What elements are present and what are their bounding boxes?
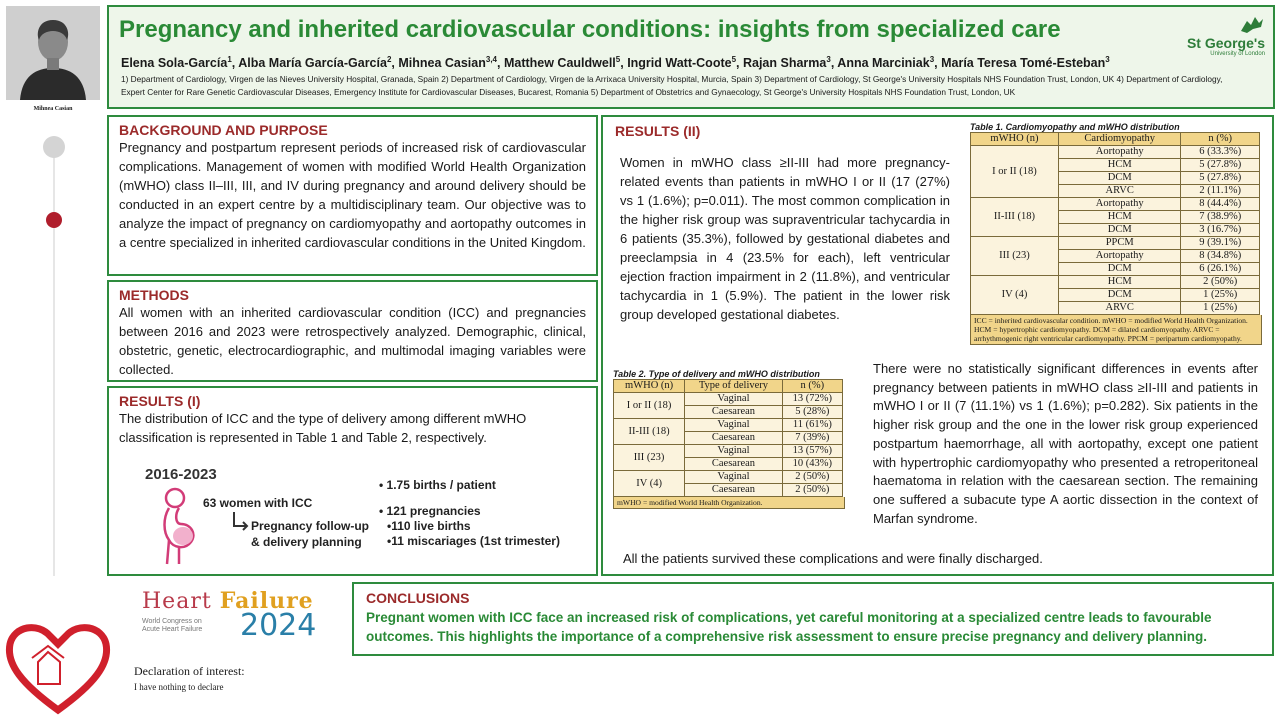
table-cell: 11 (61%) xyxy=(782,419,842,432)
results1-text: The distribution of ICC and the type of delivery among different mWHO classification is represented in Table 1 and Table 2, respectively. xyxy=(119,411,527,445)
author-affiliation-number: 2 xyxy=(386,55,392,64)
table-cell: Vaginal xyxy=(685,419,783,432)
author-affiliation-number: 3,4 xyxy=(485,55,497,64)
background-title: BACKGROUND AND PURPOSE xyxy=(119,122,328,138)
affiliations: 1) Department of Cardiology, Virgen de las Nieves University Hospital, Granada, Spain 2) Department of Cardiology, Virgen de la Arrixaca University Hospital, Murcia, Spain 3) Department of Cardiology, St George's University Hospitals NHS Foundation Trust, London, UK 4) Department of Cardiology, Expert Center for Rare Genetic Cardiovascular Diseases, Emergency Institute for Cardiovascular Diseases, Bucarest, Romania 5) Department of Obstetrics and Gynaecology, St George's University Hospitals NHS Foundation Trust, London, UK xyxy=(121,74,1223,97)
table2 xyxy=(613,379,843,497)
results2-title: RESULTS (II) xyxy=(615,123,701,139)
logo-name: St George's xyxy=(1186,35,1265,51)
table-cell: Vaginal xyxy=(685,471,783,484)
infographic-live: •110 live births xyxy=(387,519,471,533)
table-row xyxy=(971,198,1260,211)
table-group-cell: III (23) xyxy=(971,237,1059,276)
table-cell: Aortopathy xyxy=(1058,146,1181,159)
author-affiliation-number: 3 xyxy=(929,55,935,64)
table-cell: Caesarean xyxy=(685,432,783,445)
table-cell: HCM xyxy=(1058,159,1181,172)
table-cell: 13 (72%) xyxy=(782,393,842,406)
author-name: María Teresa Tomé-Esteban xyxy=(941,56,1106,71)
author-name: Matthew Cauldwell xyxy=(503,56,616,71)
logo-sub: University of London xyxy=(1210,51,1265,57)
table-cell: 13 (57%) xyxy=(782,445,842,458)
table-row xyxy=(614,445,843,458)
event-sub xyxy=(142,618,202,634)
author-name: Anna Marciniak xyxy=(837,56,930,71)
table-cell: 2 (50%) xyxy=(1181,276,1260,289)
heart-failure-2024-logo xyxy=(142,588,332,648)
conclusions-title: CONCLUSIONS xyxy=(366,590,470,606)
table-header-cell: n (%) xyxy=(782,380,842,393)
timeline-line xyxy=(53,146,55,576)
results1-title: RESULTS (I) xyxy=(119,393,201,409)
infographic-followup xyxy=(251,518,369,550)
table-cell: Vaginal xyxy=(685,393,783,406)
table-cell: 5 (28%) xyxy=(782,406,842,419)
event-heart: Heart xyxy=(142,589,212,614)
timeline-dot-gray xyxy=(43,136,65,158)
results2-section xyxy=(601,115,1274,576)
table-cell: DCM xyxy=(1058,224,1181,237)
timeline-dot-red xyxy=(46,212,62,228)
table-cell: 1 (25%) xyxy=(1181,302,1260,315)
table-cell: DCM xyxy=(1058,289,1181,302)
table1-wrap xyxy=(970,122,1262,345)
table1 xyxy=(970,132,1260,315)
table-header-row xyxy=(614,380,843,393)
table-cell: 3 (16.7%) xyxy=(1181,224,1260,237)
author-name: Elena Sola-García xyxy=(121,56,228,71)
table-row xyxy=(614,419,843,432)
infographic-misc: •11 miscariages (1st trimester) xyxy=(387,534,560,548)
event-sub1: World Congress on xyxy=(142,618,202,625)
poster-title: Pregnancy and inherited cardiovascular conditions: insights from specialized care xyxy=(119,16,1061,43)
table-cell: Caesarean xyxy=(685,406,783,419)
author-affiliation-number: 3 xyxy=(1105,55,1110,64)
table-cell: Aortopathy xyxy=(1058,198,1181,211)
author-name: Ingrid Watt-Coote xyxy=(627,56,732,71)
table-cell: 2 (50%) xyxy=(782,471,842,484)
table-cell: 9 (39.1%) xyxy=(1181,237,1260,250)
author-name: Alba María García-García xyxy=(238,56,387,71)
table-cell: 8 (44.4%) xyxy=(1181,198,1260,211)
methods-title: METHODS xyxy=(119,287,189,303)
table-group-cell: II-III (18) xyxy=(614,419,685,445)
conclusions-section xyxy=(352,582,1274,656)
author-affiliation-number: 1 xyxy=(227,55,232,64)
results2-text2: There were no statistically significant differences in events after pregnancy between patients in mWHO class ≥II-III and patients in mWHO I or II (7 (11.1%) vs 1 (1.6%); p=0.282). Six patients in the higher risk group and the one in the lower risk group experienced postpartum haemorrhage, all with aortopathy, except one patient with hypertrophic cardiomyopathy who presented a retroperitoneal haematoma in relation with the caesarean section. The remaining one suffered a subacute type A aortic dissection in the context of Marfan syndrome. xyxy=(873,361,1258,526)
table-cell: Vaginal xyxy=(685,445,783,458)
conclusions-text: Pregnant women with ICC face an increased risk of complications, yet careful monitoring at a specialized centre leads to favourable outcomes. This highlights the importance of a comprehensive risk assessment to ensure precise pregnancy and delivery planning. xyxy=(366,610,1212,644)
results2-text1: Women in mWHO class ≥II-III had more pregnancy-related events than patients in mWHO I or II (17 (27%) vs 1 (1.6%); p=0.011). The most common complication in the higher risk group was supraventricular tachycardia in 6 patients (35.3%), followed by gestational diabetes and preeclampsia in 4 (23.5% for each), left ventricular ejection fraction impairment in 2 (11.8%), and ventricular tachycardia in 1 (5.9%). The patient in the lower risk group developed gestational diabetes. xyxy=(620,155,950,322)
table2-note: mWHO = modified World Health Organization. xyxy=(613,497,845,509)
heart-logo-icon xyxy=(2,618,114,716)
declaration-title: Declaration of interest: xyxy=(134,664,245,678)
event-year: 2024 xyxy=(240,608,317,643)
table-cell: PPCM xyxy=(1058,237,1181,250)
background-text: Pregnancy and postpartum represent periods of increased risk of cardiovascular complications. Management of women with modified World Health Organization (mWHO) class II–III, III, and IV during pregnancy and around delivery should be conducted in an expert centre by a multidisciplinary team. Our objective was to analyze the impact of pregnancy on cardiomyopathy and aortopathy outcomes in a centre specialized in inherited cardiovascular conditions in the United Kingdom. xyxy=(119,140,586,250)
infographic-followup-1: Pregnancy follow-up xyxy=(251,519,370,533)
table-cell: HCM xyxy=(1058,276,1181,289)
table-header-cell: mWHO (n) xyxy=(971,133,1059,146)
table-row xyxy=(971,237,1260,250)
author-affiliation-number: 3 xyxy=(826,55,831,64)
table-cell: 6 (33.3%) xyxy=(1181,146,1260,159)
table-cell: DCM xyxy=(1058,263,1181,276)
results2-text3: All the patients survived these complications and were finally discharged. xyxy=(623,551,1043,566)
table-cell: 7 (39%) xyxy=(782,432,842,445)
event-failure: Failure xyxy=(219,588,314,614)
table-cell: 8 (34.8%) xyxy=(1181,250,1260,263)
table-cell: 1 (25%) xyxy=(1181,289,1260,302)
table-cell: 10 (43%) xyxy=(782,458,842,471)
dragon-icon xyxy=(1239,13,1265,35)
table-cell: 2 (11.1%) xyxy=(1181,185,1260,198)
infographic-pregnancies: • 121 pregnancies xyxy=(379,504,481,518)
table-group-cell: IV (4) xyxy=(971,276,1059,315)
table-cell: 5 (27.8%) xyxy=(1181,172,1260,185)
table-cell: Caesarean xyxy=(685,458,783,471)
methods-text: All women with an inherited cardiovascular condition (ICC) and pregnancies between 2016 and 2023 were retrospectively analyzed. Demographic, clinical, obstetric, genetic, electrocardiographic, and multimodal imaging variables were collected. xyxy=(119,305,586,377)
table-row xyxy=(971,146,1260,159)
table-cell: 2 (50%) xyxy=(782,484,842,497)
table-row xyxy=(614,471,843,484)
poster-header xyxy=(107,5,1275,109)
pregnant-woman-icon xyxy=(145,484,209,566)
table1-caption: Table 1. Cardiomyopathy and mWHO distribution xyxy=(970,122,1180,132)
author-affiliation-number: 5 xyxy=(615,55,621,64)
table-group-cell: I or II (18) xyxy=(614,393,685,419)
infographic-followup-2: & delivery planning xyxy=(251,535,362,549)
table-header-cell: n (%) xyxy=(1181,133,1260,146)
infographic-years: 2016-2023 xyxy=(145,466,217,483)
infographic-stats xyxy=(379,478,560,549)
author-name: Mihnea Casian xyxy=(398,56,486,71)
event-sub2: Acute Heart Failure xyxy=(142,626,203,633)
presenter-photo xyxy=(6,6,100,100)
presenter-name: Mihnea Casian xyxy=(33,106,73,112)
table-header-cell: Cardiomyopathy xyxy=(1058,133,1181,146)
table-header-cell: mWHO (n) xyxy=(614,380,685,393)
table-cell: 6 (26.1%) xyxy=(1181,263,1260,276)
table-cell: DCM xyxy=(1058,172,1181,185)
table-group-cell: II-III (18) xyxy=(971,198,1059,237)
table-row xyxy=(971,276,1260,289)
table-group-cell: III (23) xyxy=(614,445,685,471)
table-group-cell: I or II (18) xyxy=(971,146,1059,198)
table-header-cell: Type of delivery xyxy=(685,380,783,393)
table2-caption: Table 2. Type of delivery and mWHO distribution xyxy=(613,369,820,379)
table-cell: Caesarean xyxy=(685,484,783,497)
results1-section xyxy=(107,386,598,576)
table-cell: ARVC xyxy=(1058,302,1181,315)
table-row xyxy=(614,393,843,406)
table-cell: Aortopathy xyxy=(1058,250,1181,263)
table-cell: HCM xyxy=(1058,211,1181,224)
pregnancy-infographic xyxy=(139,460,569,570)
infographic-women: 63 women with ICC xyxy=(203,496,313,510)
declaration-text: I have nothing to declare xyxy=(134,682,224,692)
infographic-births: • 1.75 births / patient xyxy=(379,478,496,492)
table-cell: 5 (27.8%) xyxy=(1181,159,1260,172)
author-affiliation-number: 5 xyxy=(731,55,737,64)
table-cell: ARVC xyxy=(1058,185,1181,198)
background-section xyxy=(107,115,598,276)
methods-section xyxy=(107,280,598,382)
arrow-down-right-icon xyxy=(231,512,249,532)
declaration xyxy=(134,664,245,692)
table1-note: ICC = inherited cardiovascular condition. mWHO = modified World Health Organization. HCM = hypertrophic cardiomyopathy. DCM = dilated cardiomyopathy. ARVC = arrhythmogenic right ventricular cardiomyopathy. PPCM = peripartum cardiomyopathy. xyxy=(970,315,1262,345)
author-list: Elena Sola-García$^1$, Alba María García-García$^2$, Mihnea Casian$^{3,4}$, Matthew Cauldwell$^5$, Ingrid Watt-Coote$^5$, Rajan Sharma$^3$, Anna Marciniak$^3$, María Teresa Tomé-Esteban$^3$ xyxy=(121,55,1110,71)
st-georges-logo xyxy=(1175,13,1265,57)
table-cell: 7 (38.9%) xyxy=(1181,211,1260,224)
author-name: Rajan Sharma xyxy=(742,56,827,71)
table2-wrap xyxy=(613,369,845,509)
table-header-row xyxy=(971,133,1260,146)
table-group-cell: IV (4) xyxy=(614,471,685,497)
